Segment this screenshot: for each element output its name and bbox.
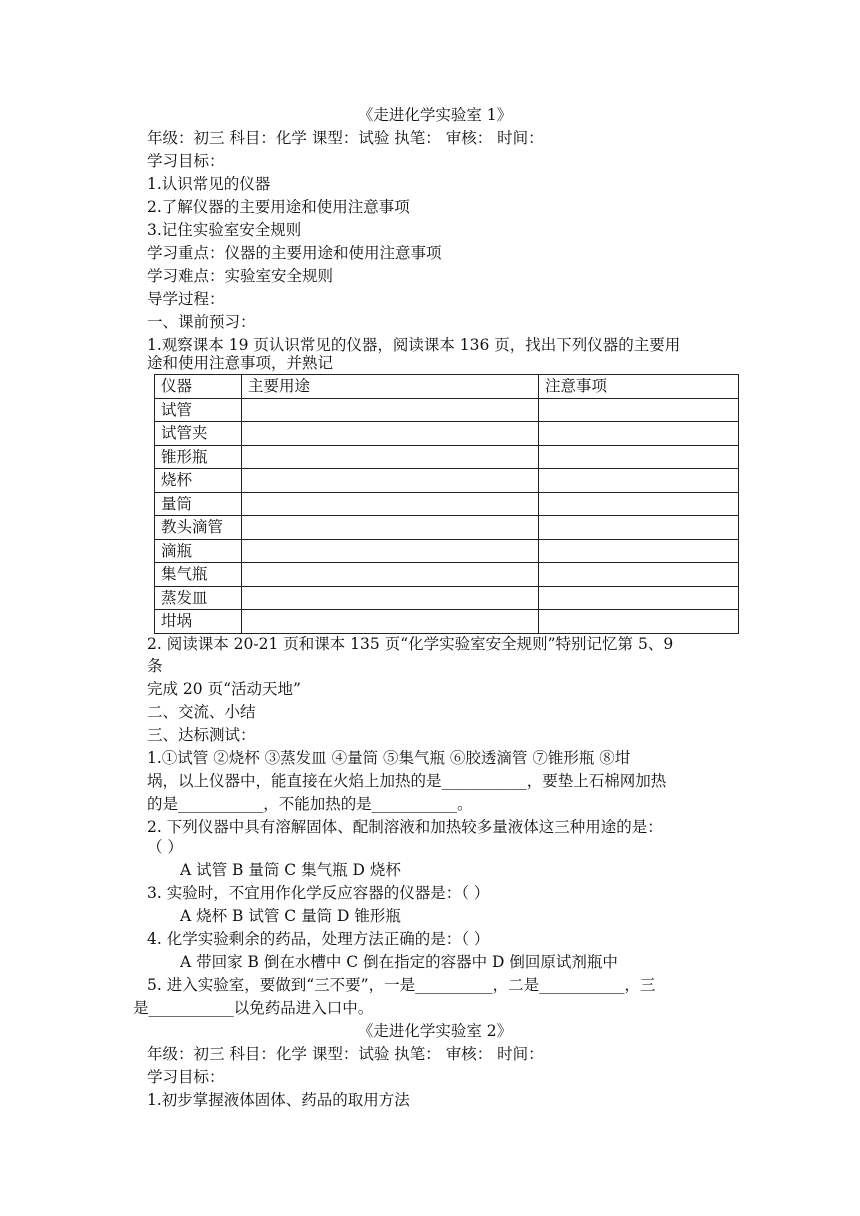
table-row [155, 469, 739, 493]
table-cell-usage[interactable] [242, 422, 539, 446]
table-header-cell: 注意事项 [539, 375, 739, 399]
question-1-line1: 1.①试管 ②烧杯 ③蒸发皿 ④量筒 ⑤集气瓶 ⑥胶透滴管 ⑦锥形瓶 ⑧坩 [147, 749, 631, 767]
doc1-goal-3: 3.记住实验室安全规则 [147, 221, 302, 239]
table-cell-notes[interactable] [539, 610, 739, 634]
table-row [155, 516, 739, 540]
table-cell-usage[interactable] [242, 563, 539, 587]
table-cell-usage[interactable] [242, 398, 539, 422]
doc1-task2-line2: 条 [147, 657, 163, 675]
doc1-section-3: 三、达标测试： [147, 726, 256, 744]
table-cell-notes[interactable] [539, 492, 739, 516]
table-cell-instrument: 坩埚 [155, 610, 242, 634]
question-2-line2: （ ） [147, 838, 183, 856]
table-cell-usage[interactable] [242, 586, 539, 610]
doc1-section-1: 一、课前预习： [147, 313, 256, 331]
table-row [155, 492, 739, 516]
doc1-section-2: 二、交流、小结 [147, 703, 256, 721]
table-cell-instrument: 试管夹 [155, 422, 242, 446]
question-1-line2: 埚，以上仪器中，能直接在火焰上加热的是___________，要垫上石棉网加热 [147, 772, 667, 790]
question-2-line1: 2. 下列仪器中具有溶解固体、配制溶液和加热较多量液体这三种用途的是： [147, 818, 663, 836]
table-cell-notes[interactable] [539, 516, 739, 540]
doc1-task2-line1: 2. 阅读课本 20-21 页和课本 135 页“化学实验室安全规则”特别记忆第 5、9 [147, 635, 674, 653]
doc2-goal-1: 1.初步掌握液体固体、药品的取用方法 [147, 1091, 410, 1109]
table-row [155, 398, 739, 422]
table-cell-notes[interactable] [539, 586, 739, 610]
doc1-title: 《走进化学实验室 1》 [357, 106, 513, 124]
table-cell-notes[interactable] [539, 398, 739, 422]
table-cell-instrument: 量筒 [155, 492, 242, 516]
table-header-cell: 仪器 [155, 375, 242, 399]
question-4: 4. 化学实验剩余的药品，处理方法正确的是：（ ） [147, 930, 490, 948]
doc1-goal-2: 2.了解仪器的主要用途和使用注意事项 [147, 198, 410, 216]
question-5-line2: 是___________以免药品进入口中。 [133, 999, 374, 1017]
instrument-table [154, 374, 739, 634]
table-row [155, 586, 739, 610]
table-cell-notes[interactable] [539, 469, 739, 493]
table-cell-usage[interactable] [242, 492, 539, 516]
table-row [155, 610, 739, 634]
doc1-goal-1: 1.认识常见的仪器 [147, 175, 271, 193]
question-3-options: A 烧杯 B 试管 C 量筒 D 锥形瓶 [180, 907, 401, 925]
doc1-task3: 完成 20 页“活动天地” [147, 680, 301, 698]
table-cell-instrument: 教头滴管 [155, 516, 242, 540]
question-3: 3. 实验时，不宜用作化学反应容器的仪器是：（ ） [147, 884, 490, 902]
table-row [155, 539, 739, 563]
doc2-goals-heading: 学习目标： [147, 1068, 225, 1086]
table-cell-usage[interactable] [242, 469, 539, 493]
table-cell-notes[interactable] [539, 563, 739, 587]
table-cell-instrument: 滴瓶 [155, 539, 242, 563]
doc1-difficulty: 学习难点：实验室安全规则 [147, 267, 334, 285]
doc1-task1-line1: 1.观察课本 19 页认识常见的仪器，阅读课本 136 页，找出下列仪器的主要用 [147, 336, 681, 354]
table-header-row [155, 375, 739, 399]
table-cell-notes[interactable] [539, 422, 739, 446]
table-row [155, 422, 739, 446]
table-cell-instrument: 烧杯 [155, 469, 242, 493]
table-cell-instrument: 集气瓶 [155, 563, 242, 587]
table-cell-instrument: 锥形瓶 [155, 445, 242, 469]
doc2-header-line: 年级：初三 科目：化学 课型：试验 执笔： 审核： 时间： [147, 1045, 544, 1063]
question-4-options: A 带回家 B 倒在水槽中 C 倒在指定的容器中 D 倒回原试剂瓶中 [180, 953, 618, 971]
doc1-header-line: 年级：初三 科目：化学 课型：试验 执笔： 审核： 时间： [147, 129, 544, 147]
table-row [155, 445, 739, 469]
table-cell-notes[interactable] [539, 445, 739, 469]
question-5-line1: 5. 进入实验室，要做到“三不要”，一是__________，二是___________，三 [147, 976, 656, 994]
doc1-process: 导学过程： [147, 290, 225, 308]
doc1-task1-line2: 途和使用注意事项，并熟记 [147, 354, 334, 372]
table-cell-usage[interactable] [242, 516, 539, 540]
table-row [155, 563, 739, 587]
table-cell-instrument: 试管 [155, 398, 242, 422]
table-cell-usage[interactable] [242, 539, 539, 563]
question-1-line3: 的是___________，不能加热的是___________。 [147, 795, 473, 813]
doc2-title: 《走进化学实验室 2》 [357, 1022, 513, 1040]
doc1-focus: 学习重点：仪器的主要用途和使用注意事项 [147, 244, 442, 262]
table-cell-instrument: 蒸发皿 [155, 586, 242, 610]
table-cell-notes[interactable] [539, 539, 739, 563]
table-header-cell: 主要用途 [242, 375, 539, 399]
table-cell-usage[interactable] [242, 445, 539, 469]
table-cell-usage[interactable] [242, 610, 539, 634]
question-2-options: A 试管 B 量筒 C 集气瓶 D 烧杯 [180, 861, 401, 879]
doc1-goals-heading: 学习目标： [147, 152, 225, 170]
